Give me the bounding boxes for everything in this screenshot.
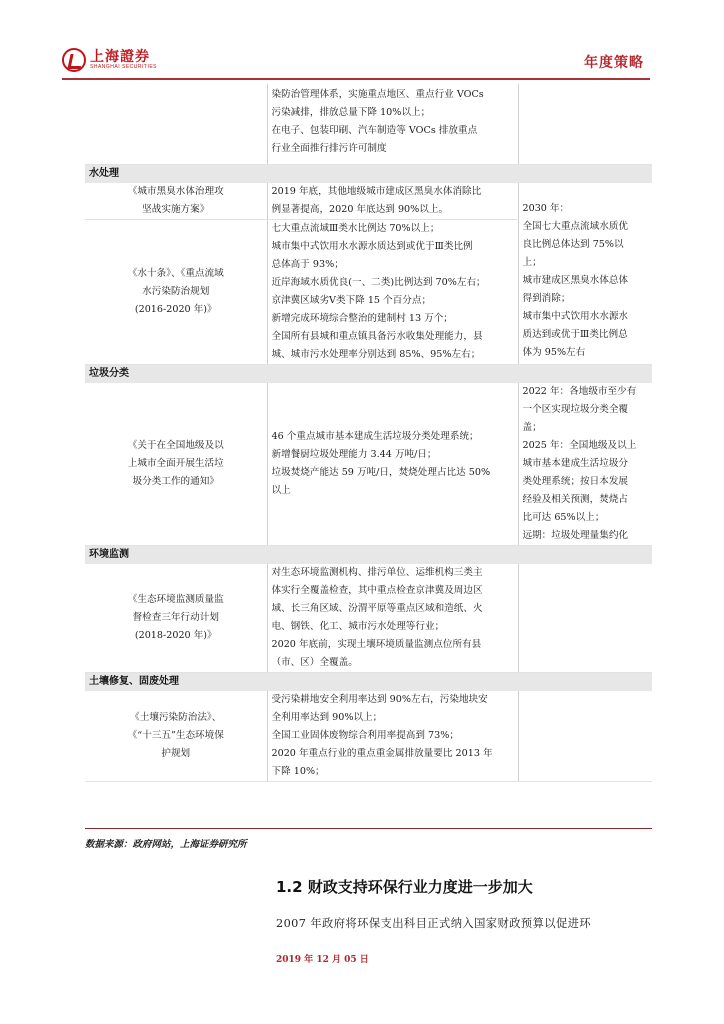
cell-text-line: 经验及相关预测，焚烧占 — [522, 493, 629, 505]
cell-text-line: 上； — [522, 256, 542, 268]
cell-text-line: 行业全面推行排污许可制度 — [271, 143, 387, 154]
cell-text-line: 盖； — [522, 421, 542, 433]
table-row — [85, 84, 652, 164]
logo-name-cn: 上海證券 — [90, 49, 150, 65]
cell-text-line: 垃圾焚烧产能达 59 万吨/日，焚烧处理占比达 50% — [271, 466, 491, 478]
table-row — [85, 691, 652, 782]
cell-text-line: 对生态环境监测机构、排污单位、运维机构三类主 — [271, 566, 483, 578]
cell-text-line: 《生态环境监测质量监 — [127, 593, 224, 605]
cell-text-line: 城市基本建成生活垃圾分 — [522, 457, 629, 469]
cell-text-line: 七大重点流域Ⅲ类水比例达 70%以上； — [271, 222, 440, 234]
cell-text-line: 全国七大重点流域水质优 — [522, 220, 629, 232]
cell-text-line: 染防治管理体系，实施重点地区、重点行业 VOCs — [271, 89, 484, 100]
cell-text-line: (2016-2020 年)》 — [134, 303, 217, 315]
policy-name-cell — [85, 383, 267, 546]
table-row — [85, 183, 652, 220]
section-heading: 1.2 财政支持环保行业力度进一步加大 — [276, 878, 533, 896]
policy-target-cell — [267, 691, 518, 782]
cell-text-line: 新增完成环境综合整治的建制村 13 万个； — [271, 312, 453, 324]
cell-text-line: 督检查三年行动计划 — [132, 611, 219, 623]
page-header — [62, 46, 650, 76]
document-type: 年度策略 — [584, 55, 644, 71]
cell-text-line: 例显著提高，2020 年底达到 90%以上。 — [271, 203, 449, 215]
policy-target-cell — [267, 84, 518, 164]
cell-text-line: 城、城市污水处理率分别达到 85%、95%左右； — [271, 348, 481, 360]
cell-text-line: 类处理系统；按日本发展 — [522, 475, 629, 487]
cell-text-line: 以上 — [271, 484, 291, 496]
cell-text-line: 全利用率达到 90%以上； — [271, 711, 383, 723]
policy-name-cell — [85, 219, 267, 364]
cell-text-line: 水污染防治规划 — [142, 285, 210, 297]
category-header-row — [85, 672, 652, 691]
footer-date: 2019 年 12 月 05 日 — [276, 955, 369, 965]
cell-text-line: 2020 年重点行业的重点重金属排放量要比 2013 年 — [271, 747, 493, 759]
policy-name-cell — [85, 564, 267, 673]
cell-text-line: 电、钢铁、化工、城市污水处理等行业； — [271, 620, 445, 632]
cell-text-line: 全国工业固体废物综合利用率提高到 73%； — [271, 729, 459, 741]
cell-text-line: 污染减排，排放总量下降 10%以上； — [271, 107, 431, 118]
long-term-target-cell — [518, 183, 652, 365]
source-note: 数据来源：政府网站，上海证券研究所 — [85, 839, 247, 850]
category-header-row — [85, 364, 652, 383]
cell-text-line: 体实行全覆盖检查，其中重点检查京津冀及周边区 — [271, 584, 483, 596]
policy-name-cell — [85, 84, 267, 164]
category-header-row — [85, 164, 652, 183]
cell-text-line: 《城市黑臭水体治理攻 — [127, 185, 224, 197]
table-row — [85, 383, 652, 546]
category-header-row — [85, 545, 652, 564]
cell-text-line: (2018-2020 年)》 — [134, 629, 217, 641]
cell-text-line: 体为 95%左右 — [522, 346, 586, 358]
cell-text-line: 一个区实现垃圾分类全覆 — [522, 403, 629, 415]
policy-target-cell — [267, 383, 518, 546]
header-divider — [62, 78, 650, 80]
cell-text-line: 下降 10%； — [271, 765, 325, 777]
category-label: 垃圾分类 — [85, 364, 652, 383]
cell-text-line: 城市建成区黑臭水体总体 — [522, 274, 629, 286]
cell-text-line: 城市集中式饮用水水源水 — [522, 310, 629, 322]
cell-text-line: 近岸海域水质优良(一、二类)比例达到 70%左右； — [271, 276, 486, 288]
logo-name-en: SHANGHAI SECURITIES — [90, 64, 158, 70]
cell-text-line: 得到消除； — [522, 292, 571, 304]
cell-text-line: 《水十条》、《重点流域 — [127, 267, 224, 279]
table-row — [85, 564, 652, 673]
company-logo — [62, 48, 157, 72]
cell-text-line: 2022 年：各地级市至少有 — [522, 385, 637, 397]
cell-text-line: 《关于在全国地级及以 — [127, 439, 224, 451]
long-term-target-cell — [518, 383, 652, 546]
cell-text-line: 全国所有县城和重点镇具备污水收集处理能力，县 — [271, 330, 483, 342]
long-term-target-cell — [518, 564, 652, 673]
cell-text-line: 质达到或优于Ⅲ类比例总 — [522, 328, 628, 340]
cell-text-line: 2025 年：全国地级及以上 — [522, 439, 637, 451]
cell-text-line: 2019 年底，其他地级城市建成区黑臭水体消除比 — [271, 185, 482, 197]
table-bottom-rule — [85, 828, 652, 829]
policy-target-cell — [267, 564, 518, 673]
long-term-target-cell — [518, 691, 652, 782]
category-label: 环境监测 — [85, 545, 652, 564]
cell-text-line: 受污染耕地安全利用率达到 90%左右，污染地块安 — [271, 693, 488, 705]
category-label: 土壤修复、固废处理 — [85, 672, 652, 691]
cell-text-line: 《土壤污染防治法》、 — [130, 711, 222, 723]
logo-mark-icon — [62, 48, 86, 72]
cell-text-line: 圾分类工作的通知》 — [132, 475, 219, 487]
cell-text-line: 上城市全面开展生活垃 — [127, 457, 224, 469]
body-paragraph: 2007 年政府将环保支出科目正式纳入国家财政预算以促进环 — [276, 917, 592, 930]
policy-name-cell — [85, 691, 267, 782]
cell-text-line: 京津冀区域劣Ⅴ类下降 15 个百分点； — [271, 294, 432, 306]
cell-text-line: 2030 年： — [522, 202, 570, 214]
cell-text-line: 城市集中式饮用水水源水质达到或优于Ⅲ类比例 — [271, 240, 473, 252]
cell-text-line: 域、长三角区域、汾渭平原等重点区域和造纸、火 — [271, 602, 483, 614]
policy-target-cell — [267, 219, 518, 364]
cell-text-line: 良比例总体达到 75%以 — [522, 238, 624, 250]
cell-text-line: 比可达 65%以上； — [522, 511, 605, 523]
category-label: 水处理 — [85, 164, 652, 183]
long-term-target-cell — [518, 84, 652, 164]
cell-text-line: 2020 年底前，实现土壤环境质量监测点位所有县 — [271, 638, 482, 650]
cell-text-line: 远期：垃圾处理量集约化 — [522, 529, 629, 541]
cell-text-line: 总体高于 93%； — [271, 258, 344, 270]
policy-name-cell — [85, 183, 267, 220]
policy-table — [85, 84, 652, 782]
cell-text-line: 在电子、包装印刷、汽车制造等 VOCs 排放重点 — [271, 125, 478, 136]
cell-text-line: 新增餐厨垃圾处理能力 3.44 万吨/日； — [271, 448, 437, 460]
cell-text-line: 护规划 — [161, 747, 191, 759]
cell-text-line: （市、区）全覆盖。 — [271, 656, 358, 668]
cell-text-line: 《“十三五”生态环境保 — [127, 729, 224, 741]
cell-text-line: 46 个重点城市基本建成生活垃圾分类处理系统； — [271, 430, 479, 442]
cell-text-line: 坚战实施方案》 — [142, 203, 210, 215]
policy-target-cell — [267, 183, 518, 220]
